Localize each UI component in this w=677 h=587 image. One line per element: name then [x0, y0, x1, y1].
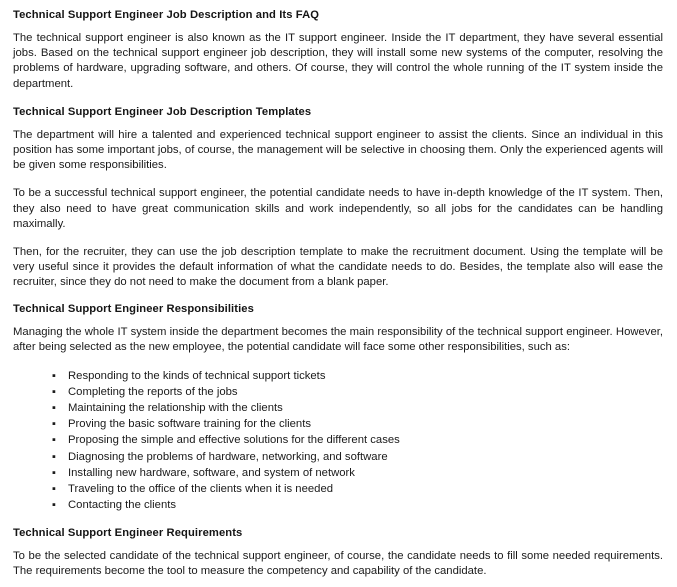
bullet-square-icon: ▪: [52, 386, 56, 399]
section-requirements: [13, 526, 663, 579]
bullet-square-icon: ▪: [52, 434, 56, 447]
templates-heading: Technical Support Engineer Job Description Templates: [13, 105, 312, 118]
section-intro: [13, 8, 663, 92]
list-item: [13, 497, 663, 513]
list-item: [13, 481, 663, 497]
responsibilities-list: [13, 368, 663, 513]
bullet-square-icon: ▪: [52, 418, 56, 431]
list-item: [13, 465, 663, 481]
requirements-paragraph: To be the selected candidate of the technical support engineer, of course, the candidate needs to fill some needed requirements. The requirements become the tool to measure the competency and capability of the candidate.: [13, 549, 663, 578]
responsibilities-heading: Technical Support Engineer Responsibilities: [13, 302, 254, 315]
list-item: [13, 384, 663, 400]
bullet-square-icon: ▪: [52, 498, 56, 511]
list-item-label: Contacting the clients: [68, 498, 177, 511]
list-item-label: Installing new hardware, software, and system of network: [68, 466, 355, 479]
page-title: Technical Support Engineer Job Description and Its FAQ: [13, 9, 320, 21]
section-responsibilities: [13, 302, 663, 513]
list-item-label: Completing the reports of the jobs: [68, 386, 238, 399]
list-item: [13, 432, 663, 448]
list-item-label: Proposing the simple and effective solutions for the different cases: [68, 434, 400, 447]
list-item: [13, 449, 663, 465]
bullet-square-icon: ▪: [52, 370, 56, 383]
intro-paragraph: The technical support engineer is also known as the IT support engineer. Inside the IT department, they have several essential jobs. Based on the technical support engineer job description, they will install some new systems of the computer, resolving the problems of hardware, upgrading software, and others. Of course, they will control the whole running of the IT system inside the department.: [13, 32, 663, 90]
bullet-square-icon: ▪: [52, 450, 56, 463]
bullet-square-icon: ▪: [52, 482, 56, 495]
responsibilities-paragraph: Managing the whole IT system inside the department becomes the main responsibility of the technical support engineer. However, after being selected as the new employee, the potential candidate will face some other responsibilities, such as:: [13, 325, 663, 353]
requirements-heading: Technical Support Engineer Requirements: [13, 526, 243, 539]
templates-paragraph-2: To be a successful technical support engineer, the potential candidate needs to have in-depth knowledge of the IT system. Then, they also need to have great communication skills and work independently, so all jobs for the candidates can be handling maximally.: [13, 187, 663, 230]
bullet-square-icon: ▪: [52, 466, 56, 479]
list-item-label: Responding to the kinds of technical support tickets: [68, 370, 326, 383]
bullet-square-icon: ▪: [52, 402, 56, 415]
list-item-label: Diagnosing the problems of hardware, networking, and software: [68, 450, 388, 463]
list-item: [13, 416, 663, 432]
list-item: [13, 400, 663, 416]
list-item-label: Maintaining the relationship with the clients: [68, 402, 283, 415]
list-item-label: Proving the basic software training for the clients: [68, 418, 312, 431]
templates-paragraph-1: The department will hire a talented and experienced technical support engineer to assist the clients. Since an individual in this position has some important jobs, of course, the management will be selective in choosing them. Only the experienced agents will be given some responsibilities.: [13, 128, 663, 172]
templates-paragraph-3: Then, for the recruiter, they can use the job description template to make the recruitment document. Using the template will be very useful since it provides the default information of what the candidate needs to do. Besides, the template also will ease the recruiter, since they do not need to make the document from a blank paper.: [13, 246, 663, 289]
list-item: [13, 368, 663, 384]
list-item-label: Traveling to the office of the clients when it is needed: [68, 482, 334, 495]
section-templates: [13, 105, 663, 291]
